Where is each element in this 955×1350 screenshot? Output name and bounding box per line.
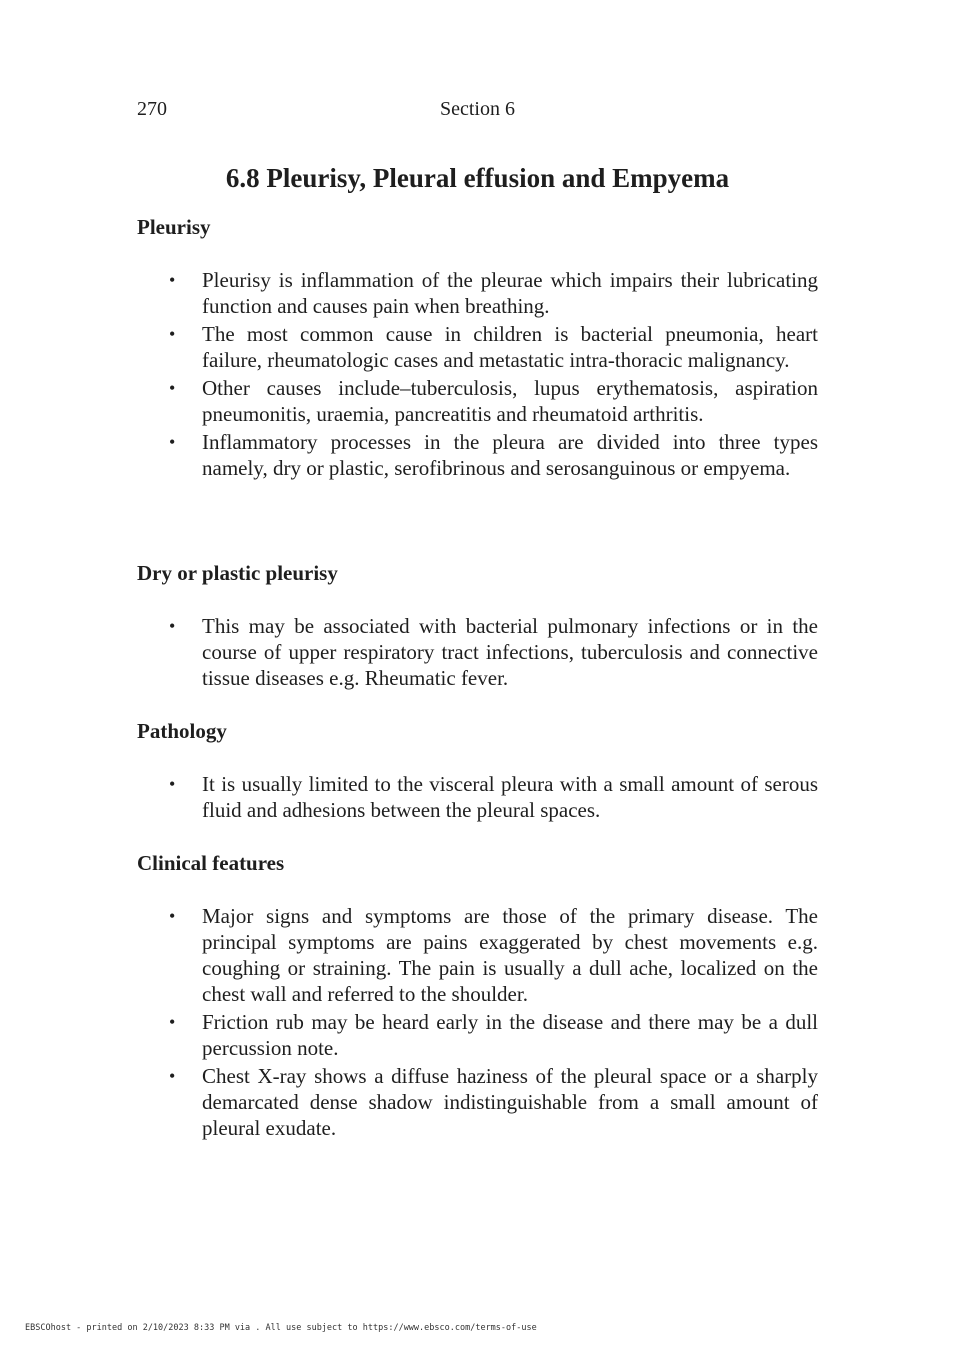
list-item xyxy=(165,903,818,1007)
bullet-icon: • xyxy=(169,432,176,452)
list-item xyxy=(165,429,818,481)
list-item xyxy=(165,375,818,427)
bullet-icon: • xyxy=(169,270,176,290)
page-number: 270 xyxy=(137,98,167,120)
list-item-text: It is usually limited to the visceral pleura with a small amount of serous fluid and adhesions between the pleural spaces. xyxy=(202,772,818,822)
section-heading-pleurisy: Pleurisy xyxy=(137,215,211,239)
list-item-text: Inflammatory processes in the pleura are divided into three types namely, dry or plastic, serofibrinous and serosanguinous or empyema. xyxy=(202,430,818,480)
bullet-icon: • xyxy=(169,774,176,794)
list-item-text: Pleurisy is inflammation of the pleurae which impairs their lubricating function and causes pain when breathing. xyxy=(202,268,818,318)
clinical-features-bullet-list xyxy=(165,903,818,1143)
list-item xyxy=(165,267,818,319)
list-item-text: The most common cause in children is bacterial pneumonia, heart failure, rheumatologic cases and metastatic intra-thoracic malignancy. xyxy=(202,322,818,372)
bullet-icon: • xyxy=(169,324,176,344)
list-item-text: Other causes include–tuberculosis, lupus erythematosis, aspiration pneumonitis, uraemia, pancreatitis and rheumatoid arthritis. xyxy=(202,376,818,426)
list-item xyxy=(165,1063,818,1141)
bullet-icon: • xyxy=(169,1012,176,1032)
list-item-text: This may be associated with bacterial pulmonary infections or in the course of upper respiratory tract infections, tuberculosis and connective tissue diseases e.g. Rheumatic fever. xyxy=(202,614,818,690)
running-head: Section 6 xyxy=(440,98,515,120)
dry-pleurisy-bullet-list xyxy=(165,613,818,693)
list-item xyxy=(165,321,818,373)
list-item xyxy=(165,1009,818,1061)
footer-print-notice: EBSCOhost - printed on 2/10/2023 8:33 PM via . All use subject to https://www.ebsco.com/terms-of-use xyxy=(25,1323,537,1333)
list-item-text: Chest X-ray shows a diffuse haziness of the pleural space or a sharply demarcated dense shadow indistinguishable from a small amount of pleural exudate. xyxy=(202,1064,818,1140)
bullet-icon: • xyxy=(169,1066,176,1086)
bullet-icon: • xyxy=(169,906,176,926)
bullet-icon: • xyxy=(169,378,176,398)
section-heading-dry-plastic-pleurisy: Dry or plastic pleurisy xyxy=(137,561,338,585)
section-heading-pathology: Pathology xyxy=(137,719,227,743)
list-item-text: Friction rub may be heard early in the disease and there may be a dull percussion note. xyxy=(202,1010,818,1060)
list-item xyxy=(165,613,818,691)
list-item xyxy=(165,771,818,823)
pathology-bullet-list xyxy=(165,771,818,825)
list-item-text: Major signs and symptoms are those of the primary disease. The principal symptoms are pains exaggerated by chest movements e.g. coughing or straining. The pain is usually a dull ache, localized on the chest wall and referred to the shoulder. xyxy=(202,904,818,1006)
bullet-icon: • xyxy=(169,616,176,636)
pleurisy-bullet-list xyxy=(165,267,818,483)
section-heading-clinical-features: Clinical features xyxy=(137,851,285,875)
chapter-title: 6.8 Pleurisy, Pleural effusion and Empyema xyxy=(225,163,730,193)
